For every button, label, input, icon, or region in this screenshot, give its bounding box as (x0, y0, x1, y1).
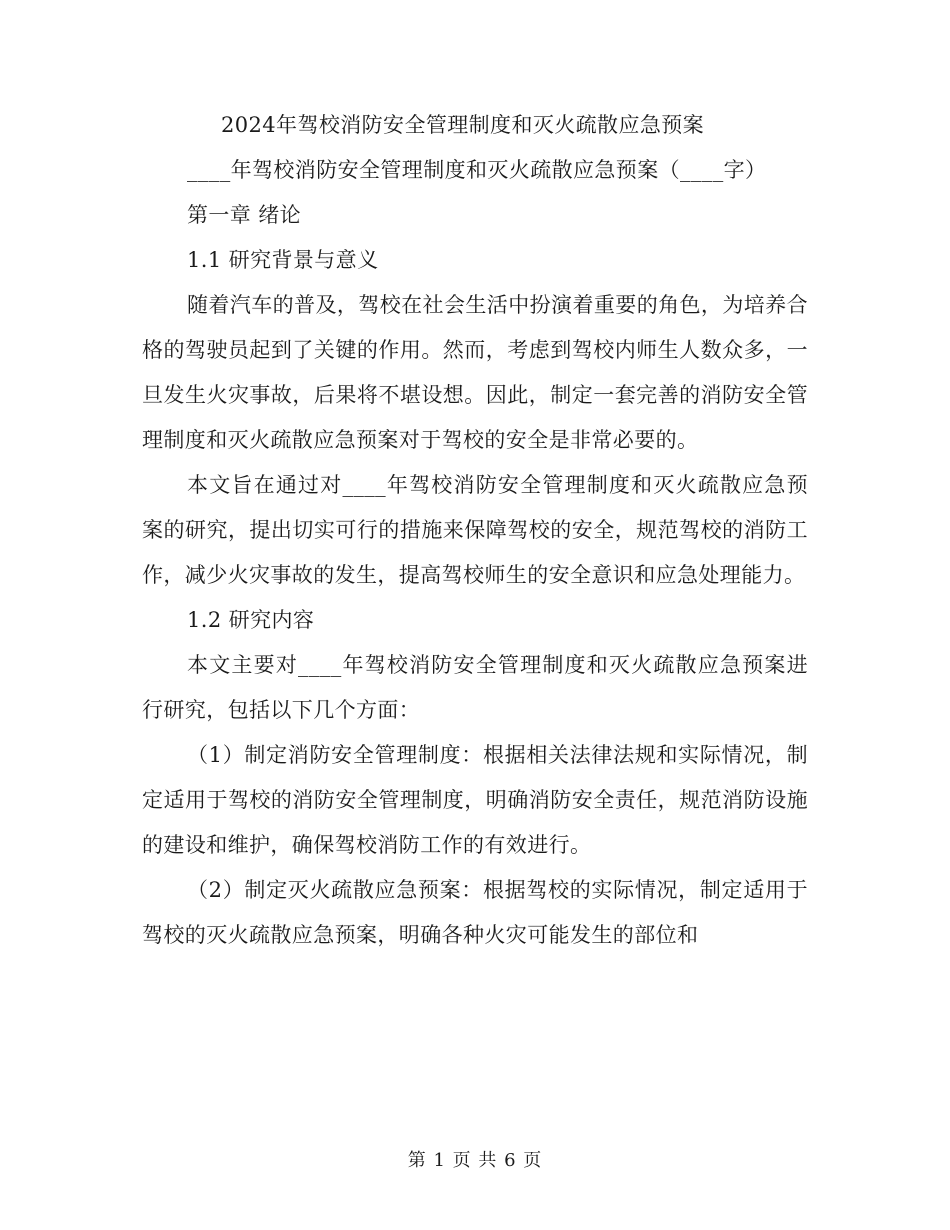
body-paragraph: 本文旨在通过对____年驾校消防安全管理制度和灭火疏散应急预案的研究，提出切实可行的措施来保障驾校的安全，规范驾校的消防工作，减少火灾事故的发生，提高驾校师生的安全意识和应急处理能力。 (142, 473, 808, 587)
section-heading-1-1: 1.1 研究背景与意义 (187, 248, 379, 272)
body-paragraph: 本文主要对____年驾校消防安全管理制度和灭火疏散应急预案进行研究，包括以下几个方面： (142, 653, 808, 722)
body-paragraph: 随着汽车的普及，驾校在社会生活中扮演着重要的角色，为培养合格的驾驶员起到了关键的作用。然而，考虑到驾校内师生人数众多，一旦发生火灾事故，后果将不堪设想。因此，制定一套完善的消防安全管理制度和灭火疏散应急预案对于驾校的安全是非常必要的。 (142, 293, 808, 452)
list-item: （2）制定灭火疏散应急预案：根据驾校的实际情况，制定适用于驾校的灭火疏散应急预案，明确各种火灾可能发生的部位和 (142, 878, 808, 947)
document-title: 2024年驾校消防安全管理制度和灭火疏散应急预案 (221, 113, 705, 137)
page-number-footer: 第 1 页 共 6 页 (407, 1150, 543, 1171)
subtitle-paragraph: ____年驾校消防安全管理制度和灭火疏散应急预案（____字） (187, 158, 767, 182)
document-body (142, 103, 808, 958)
section-heading-1-2: 1.2 研究内容 (187, 608, 315, 632)
chapter-heading: 第一章 绪论 (187, 203, 302, 227)
list-item: （1）制定消防安全管理制度：根据相关法律法规和实际情况，制定适用于驾校的消防安全管理制度，明确消防安全责任，规范消防设施的建设和维护，确保驾校消防工作的有效进行。 (142, 743, 808, 857)
